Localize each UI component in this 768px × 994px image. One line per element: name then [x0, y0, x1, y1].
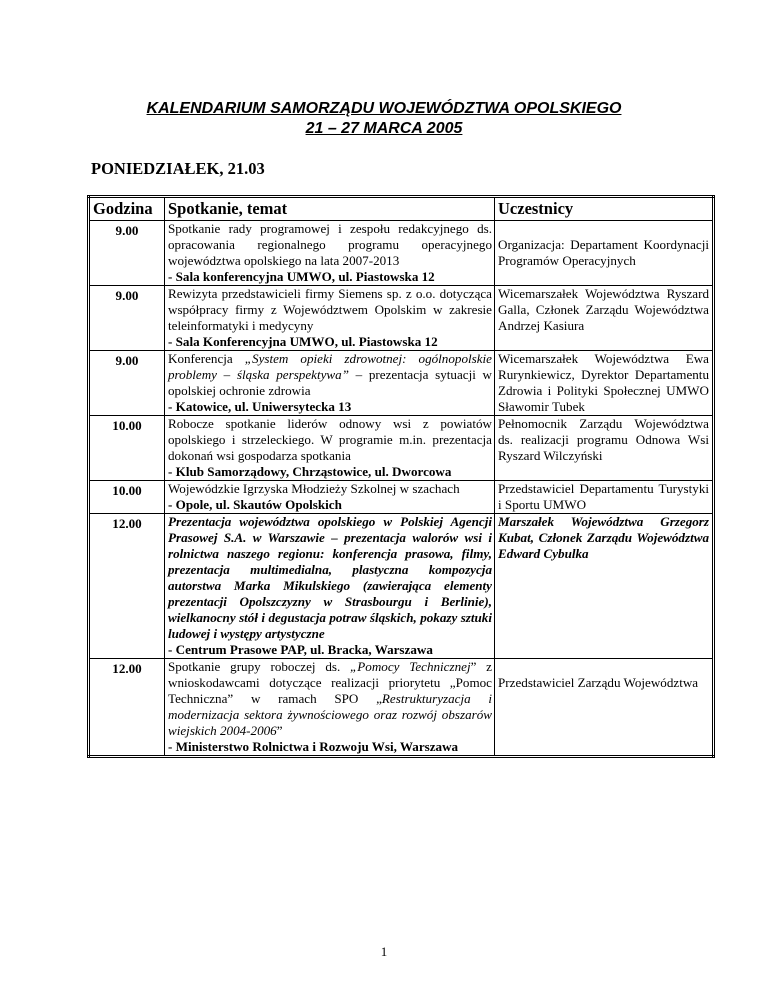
title-line-1: KALENDARIUM SAMORZĄDU WOJEWÓDZTWA OPOLSKIEGO — [146, 100, 622, 117]
topic-part-e: ” — [276, 723, 283, 738]
row-time: 9.00 — [89, 286, 165, 351]
row-topic — [165, 514, 495, 659]
row-time: 9.00 — [89, 351, 165, 416]
topic-text: Wojewódzkie Igrzyska Młodzieży Szkolnej w szachach — [168, 481, 460, 496]
table-row — [89, 351, 714, 416]
row-time: 12.00 — [89, 514, 165, 659]
document-title — [0, 99, 768, 139]
row-participants — [495, 659, 714, 757]
header-topic: Spotkanie, temat — [165, 197, 495, 221]
row-topic — [165, 221, 495, 286]
table-row — [89, 416, 714, 481]
title-line-2: 21 – 27 MARCA 2005 — [305, 120, 463, 137]
topic-location: - Ministerstwo Rolnictwa i Rozwoju Wsi, Warszawa — [168, 739, 459, 754]
topic-location: - Klub Samorządowy, Chrząstowice, ul. Dworcowa — [168, 464, 452, 479]
topic-part-c: ” z wnioskodawcami dotyczące realizacji priorytetu „Pomoc Techniczna” w ramach SPO „ — [168, 659, 492, 706]
topic-location: - Sala Konferencyjna UMWO, ul. Piastowska 12 — [168, 334, 438, 349]
table-row — [89, 659, 714, 757]
row-topic — [165, 659, 495, 757]
participants-text: Wicemarszałek Województwa Ewa Rurynkiewicz, Dyrektor Departamentu Zdrowia i Polityki Społecznej UMWO Sławomir Tubek — [498, 351, 709, 414]
day-heading: PONIEDZIAŁEK, 21.03 — [91, 159, 265, 178]
topic-post: – prezentacja sytuacji w opolskiej ochronie zdrowia — [168, 367, 492, 398]
topic-text: Spotkanie rady programowej i zespołu redakcyjnego ds. opracowania regionalnego programu operacyjnego województwa opolskiego na lata 2007-2013 — [168, 221, 492, 268]
row-topic — [165, 286, 495, 351]
participants-text: Pełnomocnik Zarządu Województwa ds. realizacji programu Odnowa Wsi Ryszard Wilczyński — [498, 416, 709, 463]
row-participants — [495, 416, 714, 481]
row-participants — [495, 481, 714, 514]
topic-text: Rewizyta przedstawicieli firmy Siemens sp. z o.o. dotycząca współpracy firmy z Województwem Opolskim w zakresie teleinformatyki i medycyny — [168, 286, 492, 333]
table-row — [89, 221, 714, 286]
table-header-row — [89, 197, 714, 221]
row-participants — [495, 514, 714, 659]
row-participants — [495, 351, 714, 416]
table-row — [89, 286, 714, 351]
header-time: Godzina — [89, 197, 165, 221]
table-row — [89, 481, 714, 514]
topic-part-b: „Pomocy Technicznej — [350, 659, 471, 674]
topic-italic: „System opieki zdrowotnej: ogólnopolskie problemy – śląska perspektywa” — [168, 351, 492, 382]
header-participants: Uczestnicy — [495, 197, 714, 221]
row-topic — [165, 481, 495, 514]
topic-text: Robocze spotkanie liderów odnowy wsi z powiatów opolskiego i strzeleckiego. W programie m.in. prezentacja dokonań wsi gospodarza spotkania — [168, 416, 492, 463]
topic-text: Prezentacja województwa opolskiego w Polskiej Agencji Prasowej S.A. w Warszawie – prezentacja walorów wsi i rolnictwa naszego regionu: konferencja prasowa, filmy, prezentacja multimedialna, plastyczna kompozycja autorstwa Marka Mikulskiego (zawierająca elementy prezentacji Opolszczyzny w Strasbourgu i Berlinie), wielkanocny stół i degustacja potraw śląskich, pokazy sztuki ludowej i występy artystyczne — [168, 514, 492, 641]
topic-location: - Centrum Prasowe PAP, ul. Bracka, Warszawa — [168, 642, 433, 657]
row-topic — [165, 416, 495, 481]
participants-text: Organizacja: Departament Koordynacji Programów Operacyjnych — [498, 237, 709, 268]
row-topic — [165, 351, 495, 416]
topic-part-d: Restrukturyzacja i modernizacja sektora żywnościowego oraz rozwój obszarów wiejskich 2004-2006 — [168, 691, 493, 738]
row-time: 10.00 — [89, 481, 165, 514]
topic-location: - Katowice, ul. Uniwersytecka 13 — [168, 399, 352, 414]
row-time: 10.00 — [89, 416, 165, 481]
participants-text: Marszałek Województwa Grzegorz Kubat, Członek Zarządu Województwa Edward Cybulka — [498, 514, 709, 561]
topic-location: - Sala konferencyjna UMWO, ul. Piastowska 12 — [168, 269, 435, 284]
table-row — [89, 514, 714, 659]
topic-location: - Opole, ul. Skautów Opolskich — [168, 497, 342, 512]
participants-text: Wicemarszałek Województwa Ryszard Galla, Członek Zarządu Województwa Andrzej Kasiura — [498, 286, 709, 333]
topic-pre: Konferencja — [168, 351, 245, 366]
topic-part-a: Spotkanie grupy roboczej ds. — [168, 659, 351, 674]
row-time: 12.00 — [89, 659, 165, 757]
page-number: 1 — [380, 944, 388, 959]
row-participants — [495, 221, 714, 286]
row-participants — [495, 286, 714, 351]
row-time: 9.00 — [89, 221, 165, 286]
calendar-table — [87, 195, 715, 758]
participants-text: Przedstawiciel Departamentu Turystyki i Sportu UMWO — [498, 481, 709, 512]
participants-text: Przedstawiciel Zarządu Województwa — [498, 675, 699, 690]
